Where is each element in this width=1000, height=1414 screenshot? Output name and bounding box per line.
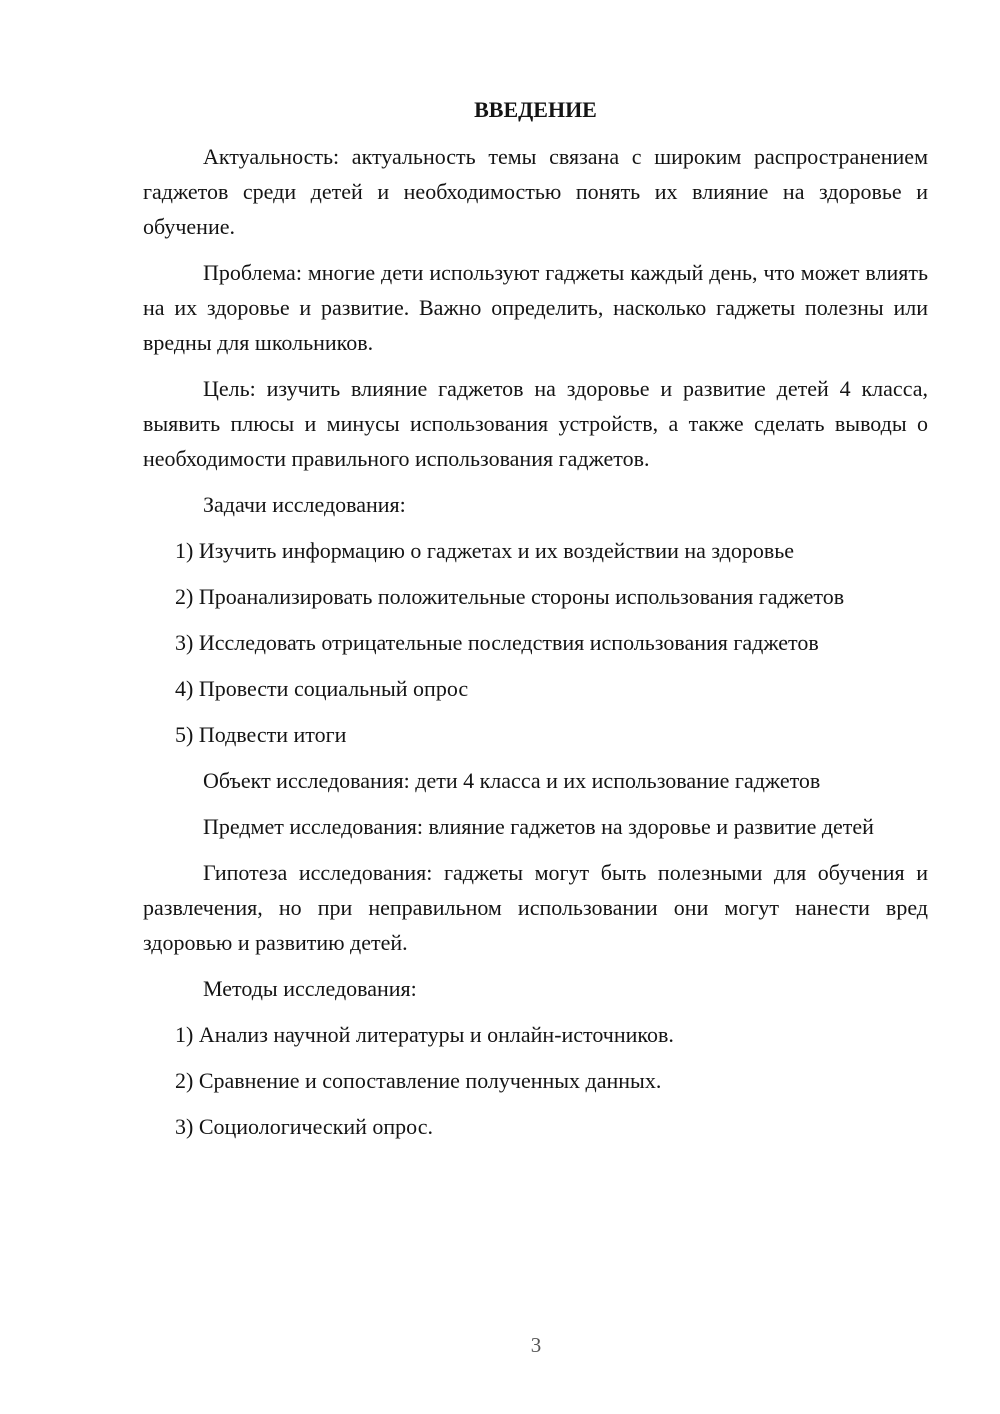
task-item: 1) Изучить информацию о гаджетах и их воздействии на здоровье: [175, 538, 795, 563]
tasks-title: Задачи исследования:: [203, 492, 406, 517]
method-item: 3) Социологический опрос.: [175, 1114, 433, 1139]
page-number: 3: [530, 1333, 542, 1357]
task-item: 2) Проанализировать положительные стороны использования гаджетов: [175, 584, 845, 609]
hypothesis-paragraph: Гипотеза исследования: гаджеты могут быть полезными для обучения и развлечения, но при неправильном использовании они могут нанести вред здоровью и развитию детей.: [143, 860, 928, 955]
task-item: 3) Исследовать отрицательные последствия использования гаджетов: [175, 630, 819, 655]
object-paragraph: Объект исследования: дети 4 класса и их использование гаджетов: [203, 768, 821, 793]
relevance-paragraph: Актуальность: актуальность темы связана с широким распространением гаджетов среди детей и необходимостью понять их влияние на здоровье и обучение.: [143, 144, 928, 239]
task-item: 5) Подвести итоги: [175, 722, 347, 747]
goal-paragraph: Цель: изучить влияние гаджетов на здоровье и развитие детей 4 класса, выявить плюсы и минусы использования устройств, а также сделать выводы о необходимости правильного использования гаджетов.: [143, 376, 928, 471]
task-item: 4) Провести социальный опрос: [175, 676, 469, 701]
subject-paragraph: Предмет исследования: влияние гаджетов на здоровье и развитие детей: [203, 814, 874, 839]
method-item: 1) Анализ научной литературы и онлайн-источников.: [175, 1022, 674, 1047]
problem-paragraph: Проблема: многие дети используют гаджеты каждый день, что может влиять на их здоровье и развитие. Важно определить, насколько гаджеты полезны или вредны для школьников.: [143, 260, 928, 355]
method-item: 2) Сравнение и сопоставление полученных данных.: [175, 1068, 662, 1093]
page-body: [143, 92, 928, 1155]
methods-title: Методы исследования:: [203, 976, 417, 1001]
section-heading: ВВЕДЕНИЕ: [474, 97, 597, 122]
